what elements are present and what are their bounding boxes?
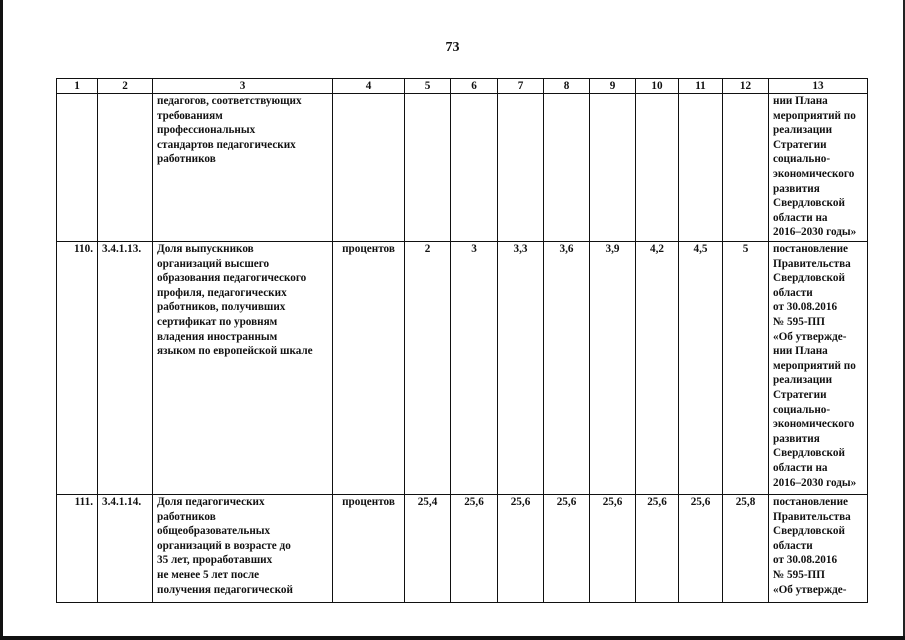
text-line: развития (773, 432, 820, 445)
value-cell: 3,9 (590, 242, 636, 495)
row-number-cell: 111. (57, 495, 98, 603)
value-cell (451, 94, 498, 242)
text-line: от 30.08.2016 (773, 554, 838, 567)
text-line: не менее 5 лет после (157, 568, 260, 581)
text-line: реализации (773, 124, 833, 137)
header-cell: 3 (153, 79, 333, 94)
text-line: Доля выпускников (157, 243, 254, 255)
text-line: работников (157, 153, 216, 166)
page-number: 73 (445, 40, 460, 55)
text-line: экономического (773, 167, 855, 180)
header-cell: 9 (590, 79, 636, 94)
text-line: профиля, педагогических (157, 286, 287, 299)
header-cell: 2 (98, 79, 153, 94)
unit-cell: процентов (333, 242, 405, 495)
header-cell: 5 (405, 79, 451, 94)
text-line: Свердловской (773, 525, 845, 538)
text-line: области (773, 539, 813, 552)
indicators-table (56, 78, 868, 603)
text-line: нии Плана (773, 95, 828, 107)
text-line: области на (773, 461, 828, 474)
row-number-cell: 110. (57, 242, 98, 495)
text-line: Свердловской (773, 197, 845, 210)
source-document-cell (769, 242, 868, 495)
text-line: языком по европейской шкале (157, 345, 313, 358)
text-line: профессиональных (157, 124, 256, 137)
value-cell (544, 94, 590, 242)
text-line: реализации (773, 374, 833, 387)
text-line: Стратегии (773, 138, 827, 151)
value-cell: 3,6 (544, 242, 590, 495)
text-line: «Об утвержде- (773, 583, 847, 596)
value-cell (723, 94, 769, 242)
header-cell: 7 (498, 79, 544, 94)
source-document-cell (769, 495, 868, 603)
text-line: работников, получивших (157, 301, 286, 314)
text-line: развития (773, 182, 820, 195)
value-cell: 25,6 (636, 495, 679, 603)
value-cell: 25,6 (451, 495, 498, 603)
row-number-cell (57, 94, 98, 242)
text-line: сертификат по уровням (157, 315, 278, 328)
table-row (57, 495, 868, 603)
value-cell: 2 (405, 242, 451, 495)
text-line: мероприятий по (773, 109, 856, 122)
text-line: Стратегии (773, 388, 827, 401)
row-code-cell: 3.4.1.14. (98, 495, 153, 603)
value-cell (590, 94, 636, 242)
text-line: постановление (773, 243, 848, 255)
text-line: № 595-ПП (773, 568, 825, 581)
value-cell: 5 (723, 242, 769, 495)
text-line: 35 лет, проработавших (157, 554, 273, 567)
text-line: области на (773, 211, 828, 224)
header-row (57, 79, 868, 94)
value-cell (498, 94, 544, 242)
unit-cell (333, 94, 405, 242)
text-line: от 30.08.2016 (773, 301, 838, 314)
value-cell: 4,5 (679, 242, 723, 495)
header-cell: 11 (679, 79, 723, 94)
header-cell: 4 (333, 79, 405, 94)
value-cell: 25,8 (723, 495, 769, 603)
text-line: владения иностранным (157, 330, 278, 343)
value-cell: 25,6 (679, 495, 723, 603)
value-cell (405, 94, 451, 242)
text-line: социально- (773, 153, 831, 166)
text-line: Правительства (773, 510, 851, 523)
table-row-continuation (57, 94, 868, 242)
header-cell: 1 (57, 79, 98, 94)
text-line: получения педагогической (157, 583, 293, 596)
value-cell: 25,6 (544, 495, 590, 603)
text-line: стандартов педагогических (157, 138, 296, 151)
row-code-cell: 3.4.1.13. (98, 242, 153, 495)
source-document-cell (769, 94, 868, 242)
text-line: «Об утвержде- (773, 330, 847, 343)
header-cell: 12 (723, 79, 769, 94)
text-line: работников (157, 510, 216, 523)
value-cell (636, 94, 679, 242)
header-cell: 6 (451, 79, 498, 94)
text-line: организаций высшего (157, 257, 270, 270)
text-line: социально- (773, 403, 831, 416)
text-line: 2016–2030 годы» (773, 226, 857, 239)
unit-cell: процентов (333, 495, 405, 603)
text-line: нии Плана (773, 345, 828, 358)
text-line: экономического (773, 418, 855, 431)
indicator-name-cell (153, 495, 333, 603)
scan-edge-bottom (0, 636, 905, 640)
text-line: требованиям (157, 109, 223, 122)
table-row (57, 242, 868, 495)
text-line: Свердловской (773, 447, 845, 460)
text-line: педагогов, соответствующих (157, 95, 302, 107)
header-cell: 10 (636, 79, 679, 94)
value-cell: 25,6 (498, 495, 544, 603)
text-line: общеобразовательных (157, 525, 271, 538)
text-line: организаций в возрасте до (157, 539, 291, 552)
text-line: 2016–2030 годы» (773, 476, 857, 489)
text-line: образования педагогического (157, 272, 307, 285)
text-line: Правительства (773, 257, 851, 270)
value-cell: 25,6 (590, 495, 636, 603)
indicator-name-cell (153, 94, 333, 242)
text-line: Свердловской (773, 272, 845, 285)
text-line: Доля педагогических (157, 496, 265, 508)
text-line: мероприятий по (773, 359, 856, 372)
indicator-name-cell (153, 242, 333, 495)
value-cell: 4,2 (636, 242, 679, 495)
text-line: постановление (773, 496, 848, 508)
value-cell: 25,4 (405, 495, 451, 603)
scan-edge-left (0, 0, 3, 640)
text-line: № 595-ПП (773, 315, 825, 328)
header-cell: 13 (769, 79, 868, 94)
text-line: области (773, 286, 813, 299)
row-code-cell (98, 94, 153, 242)
value-cell: 3 (451, 242, 498, 495)
value-cell: 3,3 (498, 242, 544, 495)
value-cell (679, 94, 723, 242)
header-cell: 8 (544, 79, 590, 94)
